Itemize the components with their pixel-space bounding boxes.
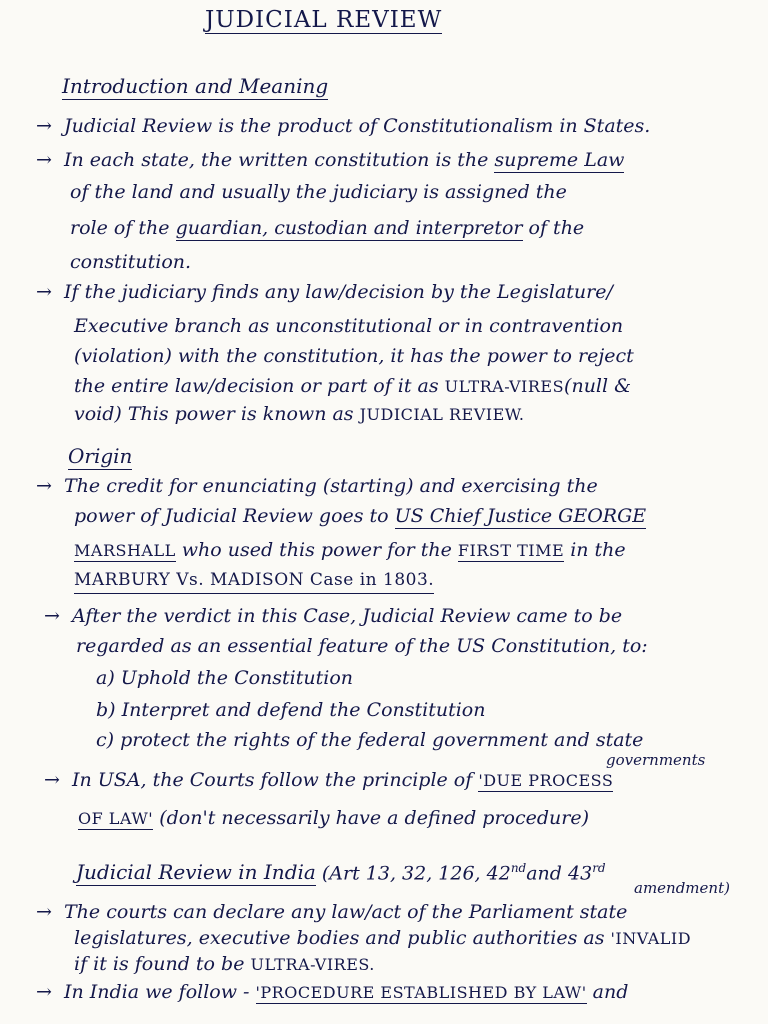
intro-point-2-line-1 — [36, 148, 624, 172]
intro-point-2-text-a: In each state, the written constitution is the — [64, 149, 489, 171]
india-sup-nd: nd — [510, 861, 527, 875]
india-point-2-text-a: In India we follow - — [64, 981, 250, 1003]
origin-point-3-line-2 — [78, 806, 589, 831]
marshall-underlined: MARSHALL — [74, 541, 176, 560]
origin-point-2-item-b: b) Interpret and defend the Constitution — [96, 699, 486, 721]
intro-point-2-text-f: of the — [528, 217, 585, 239]
arrow-icon: → — [44, 769, 60, 791]
india-point-2-text-c: and — [592, 981, 629, 1003]
india-sup-rd: rd — [592, 861, 606, 875]
intro-point-3-line-2: Executive branch as unconstitutional or in contravention — [74, 315, 624, 337]
india-point-1-line-2 — [74, 926, 691, 951]
intro-point-2-line-4: constitution. — [70, 251, 192, 273]
india-point-1-text-3a: if it is found to be — [74, 953, 245, 975]
ultra-vires-term: ULTRA-VIRES — [444, 377, 565, 396]
origin-point-2-line-2: regarded as an essential feature of the US Constitution, to: — [76, 635, 648, 657]
india-heading-line — [76, 856, 606, 885]
intro-point-1-text: Judicial Review is the product of Constitutionalism in States. — [64, 115, 651, 137]
intro-point-3-text-4c: (null & — [564, 375, 632, 397]
india-and-43: and 43 — [526, 862, 593, 885]
india-point-1-text-1: The courts can declare any law/act of the Parliament state — [64, 901, 628, 923]
origin-point-1-text-3b: who used this power for the — [181, 539, 452, 561]
india-amendment: amendment) — [634, 879, 730, 897]
origin-point-3-text-2b: (don't necessarily have a defined procedure) — [159, 807, 590, 829]
arrow-icon: → — [36, 901, 52, 923]
page-title: JUDICIAL REVIEW — [205, 7, 443, 33]
chief-justice-underlined: US Chief Justice GEORGE — [394, 505, 647, 527]
origin-point-2-item-c-continued: governments — [606, 751, 706, 769]
origin-point-1-line-2 — [74, 504, 646, 528]
intro-point-3-line-5 — [74, 402, 524, 427]
intro-point-3-line-4 — [74, 374, 631, 399]
india-articles: (Art 13, 32, 126, 42 — [321, 862, 511, 885]
invalid-term: 'INVALID — [610, 929, 692, 948]
arrow-icon: → — [36, 981, 52, 1003]
origin-point-3-line-1 — [44, 768, 613, 793]
arrow-icon: → — [36, 475, 52, 497]
origin-point-1-text-3d: in the — [570, 539, 626, 561]
procedure-established-underlined: 'PROCEDURE ESTABLISHED BY LAW' — [255, 983, 587, 1002]
origin-point-2-item-c: c) protect the rights of the federal government and state — [96, 729, 644, 751]
origin-point-2-text-1: After the verdict in this Case, Judicial Review came to be — [72, 605, 623, 627]
first-time-underlined: FIRST TIME — [457, 541, 565, 560]
india-point-1-text-2: legislatures, executive bodies and public authorities as — [74, 927, 605, 949]
intro-heading: Introduction and Meaning — [62, 74, 329, 98]
origin-heading: Origin — [68, 444, 133, 468]
origin-point-1-line-1 — [36, 474, 598, 498]
india-point-1-line-3 — [74, 952, 375, 977]
guardian-underlined: guardian, custodian and interpretor — [175, 217, 523, 239]
ultra-vires-term-2: ULTRA-VIRES. — [250, 955, 375, 974]
intro-point-3-text-5a: void) This power is known as — [74, 403, 354, 425]
of-law-underlined: OF LAW' — [78, 809, 154, 828]
due-process-underlined: 'DUE PROCESS — [478, 771, 614, 790]
arrow-icon: → — [36, 115, 52, 137]
intro-point-3-line-3: (violation) with the constitution, it has the power to reject — [74, 345, 634, 367]
intro-point-3-line-1 — [36, 280, 613, 304]
intro-point-1 — [36, 114, 650, 138]
intro-point-2-line-2: of the land and usually the judiciary is assigned the — [70, 181, 567, 203]
intro-point-2-text-d: role of the — [70, 217, 170, 239]
origin-point-1-line-3 — [74, 538, 626, 563]
origin-point-2-item-a: a) Uphold the Constitution — [96, 667, 354, 689]
intro-point-2-line-3 — [70, 216, 584, 240]
judicial-review-term: JUDICIAL REVIEW. — [359, 405, 525, 424]
origin-point-1-text-2a: power of Judicial Review goes to — [74, 505, 389, 527]
intro-point-3-text-1: If the judiciary finds any law/decision by the Legislature/ — [64, 281, 613, 303]
arrow-icon: → — [44, 605, 60, 627]
arrow-icon: → — [36, 281, 52, 303]
india-point-2 — [36, 980, 628, 1005]
origin-point-2-line-1 — [44, 604, 622, 628]
supreme-law-underlined: supreme Law — [494, 149, 625, 171]
india-heading: Judicial Review in India — [76, 860, 316, 885]
india-point-1-line-1 — [36, 900, 627, 924]
origin-point-3-text-1a: In USA, the Courts follow the principle of — [72, 769, 473, 791]
arrow-icon: → — [36, 149, 52, 171]
intro-point-3-text-4a: the entire law/decision or part of it as — [74, 375, 439, 397]
origin-point-1-text-1: The credit for enunciating (starting) and exercising the — [64, 475, 598, 497]
marbury-case-underlined: MARBURY Vs. MADISON Case in 1803. — [74, 568, 434, 594]
